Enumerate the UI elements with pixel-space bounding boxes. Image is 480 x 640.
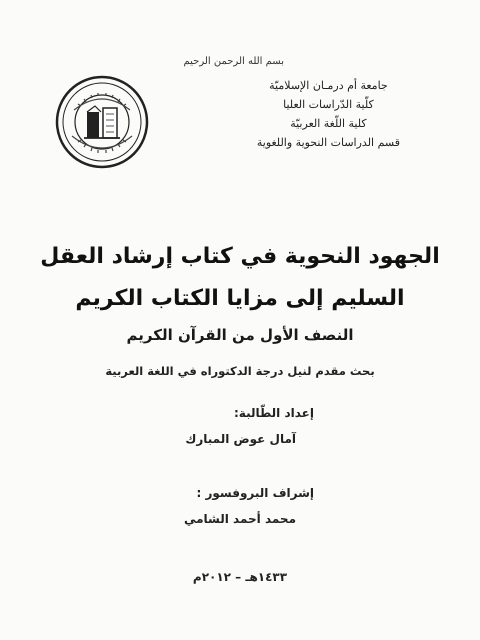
title-line-1: الجهود النحوية في كتاب إرشاد العقل bbox=[40, 244, 440, 269]
degree-statement: بحث مقدم لنيل درجة الدكتوراه في اللغة العربية bbox=[105, 364, 375, 378]
basmala: بسم الله الرحمن الرحيم bbox=[183, 56, 284, 67]
thesis-title bbox=[0, 236, 480, 320]
faculty-name: كلية اللّغة العربيّة bbox=[290, 117, 367, 130]
title-line-2: السليم إلى مزايا الكتاب الكريم bbox=[75, 286, 405, 311]
institution-block bbox=[257, 76, 400, 152]
author-name: آمال عوض المبارك bbox=[185, 432, 296, 446]
thesis-subtitle: النصف الأول من القرآن الكريم bbox=[126, 326, 354, 344]
publication-date: ١٤٣٣هـ – ٢٠١٢م bbox=[192, 570, 288, 584]
department-name: قسم الدراسات النحوية واللغوية bbox=[256, 136, 400, 149]
supervisor-name: محمد أحمد الشامي bbox=[183, 512, 296, 526]
author-label: إعداد الطّالبة: bbox=[234, 406, 314, 420]
supervisor-label: إشراف البروفسور : bbox=[196, 486, 314, 500]
university-name: جامعة أم درمـان الإسلاميّة bbox=[269, 79, 388, 92]
university-seal-icon bbox=[54, 74, 150, 170]
graduate-college: كلّية الدّراسات العليا bbox=[283, 98, 374, 111]
